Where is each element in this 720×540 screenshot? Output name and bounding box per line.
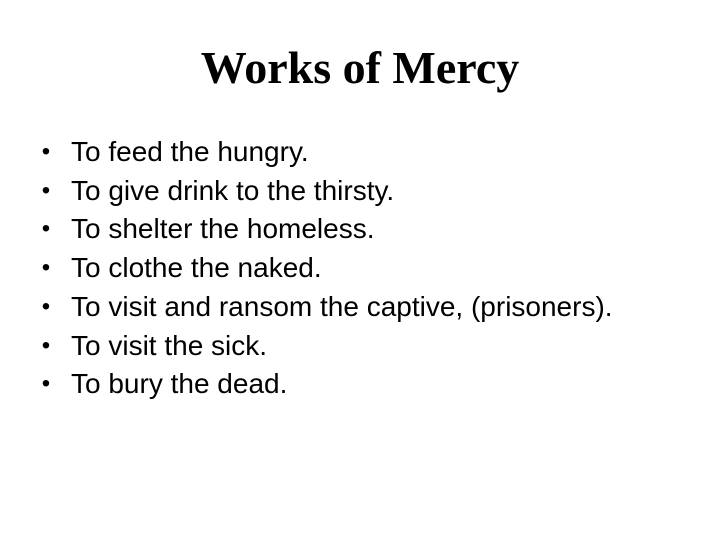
list-item-text: To shelter the homeless. [71, 213, 375, 245]
list-item-text: To feed the hungry. [71, 136, 309, 167]
bullet-icon: • [41, 138, 51, 165]
bullet-icon: • [41, 215, 51, 243]
list-item [36, 210, 686, 249]
list-item [36, 288, 686, 327]
list-item [36, 172, 686, 211]
list-item-text: To visit and ransom the captive, (prisoners). [71, 290, 613, 322]
list-item [36, 249, 686, 288]
list-item-text: To bury the dead. [71, 368, 288, 400]
list-item [36, 133, 686, 172]
list-item [36, 327, 686, 366]
bullet-icon: • [41, 254, 51, 282]
bullet-list [36, 133, 686, 404]
bullet-icon: • [41, 331, 51, 359]
list-item-text: To visit the sick. [71, 329, 268, 361]
bullet-icon: • [41, 176, 51, 204]
list-item-text: To give drink to the thirsty. [71, 174, 395, 206]
slide-title: Works of Mercy [200, 42, 520, 93]
bullet-icon: • [41, 292, 51, 320]
bullet-icon: • [41, 370, 51, 398]
list-item [36, 365, 686, 404]
list-item-text: To clothe the naked. [71, 252, 322, 284]
